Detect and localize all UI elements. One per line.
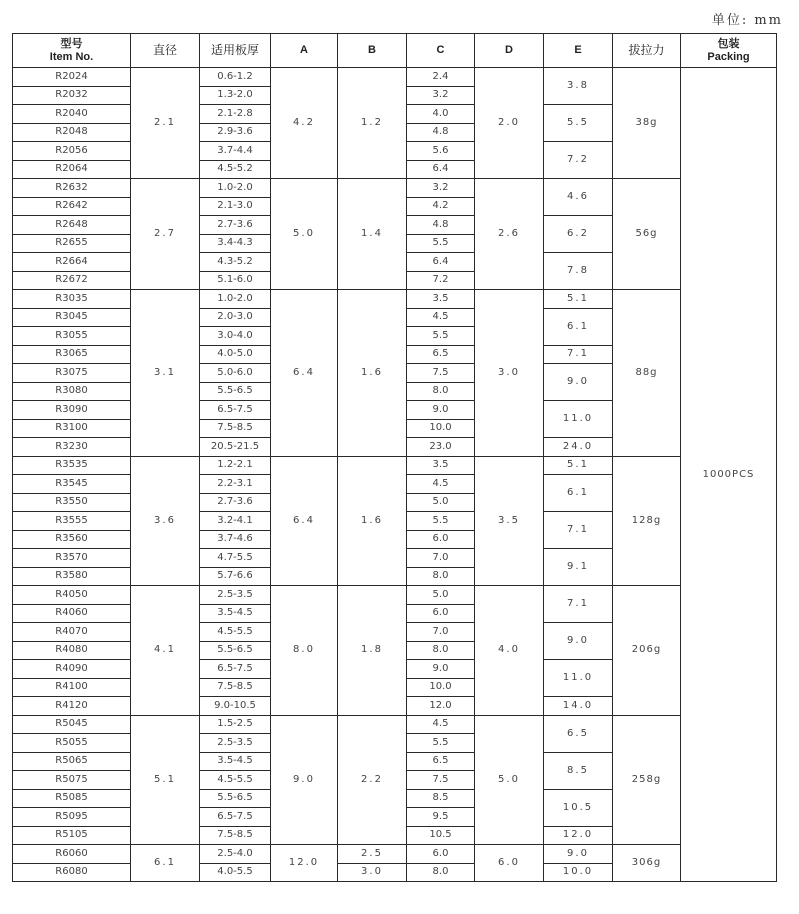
table-row (13, 68, 777, 87)
dim-c-cell: 4.0 (407, 105, 475, 124)
header-a: A (271, 34, 338, 68)
item-no-cell: R6080 (13, 863, 131, 882)
thickness-cell: 7.5-8.5 (200, 826, 271, 845)
item-no-cell: R3055 (13, 327, 131, 346)
thickness-cell: 2.0-3.0 (200, 308, 271, 327)
header-e: E (544, 34, 613, 68)
item-no-cell: R2655 (13, 234, 131, 253)
dim-c-cell: 8.0 (407, 567, 475, 586)
dim-e-cell: 12.0 (544, 826, 613, 845)
dim-e-cell: 5.5 (544, 105, 613, 142)
thickness-cell: 2.1-3.0 (200, 197, 271, 216)
dim-e-cell: 4.6 (544, 179, 613, 216)
thickness-cell: 3.0-4.0 (200, 327, 271, 346)
thickness-cell: 3.2-4.1 (200, 512, 271, 531)
item-no-cell: R2024 (13, 68, 131, 87)
item-no-cell: R2048 (13, 123, 131, 142)
pull-force-cell: 88g (613, 290, 681, 457)
dim-c-cell: 10.0 (407, 419, 475, 438)
dim-d-cell: 3.0 (475, 290, 544, 457)
thickness-cell: 1.0-2.0 (200, 179, 271, 198)
thickness-cell: 2.7-3.6 (200, 493, 271, 512)
dim-c-cell: 6.5 (407, 345, 475, 364)
thickness-cell: 3.5-4.5 (200, 752, 271, 771)
dim-e-cell: 5.1 (544, 290, 613, 309)
table-row (13, 290, 777, 309)
item-no-cell: R2056 (13, 142, 131, 161)
thickness-cell: 5.5-6.5 (200, 641, 271, 660)
header-row (13, 34, 777, 68)
item-no-cell: R3545 (13, 475, 131, 494)
unit-label: 单位: mm (711, 13, 783, 28)
header-b: B (338, 34, 407, 68)
dim-e-cell: 11.0 (544, 401, 613, 438)
dim-c-cell: 5.5 (407, 234, 475, 253)
dim-c-cell: 10.5 (407, 826, 475, 845)
thickness-cell: 9.0-10.5 (200, 697, 271, 716)
dim-e-cell: 7.8 (544, 253, 613, 290)
thickness-cell: 5.0-6.0 (200, 364, 271, 383)
dim-e-cell: 8.5 (544, 752, 613, 789)
item-no-cell: R5105 (13, 826, 131, 845)
dim-c-cell: 7.2 (407, 271, 475, 290)
dim-c-cell: 8.0 (407, 863, 475, 882)
item-no-cell: R3230 (13, 438, 131, 457)
dim-d-cell: 4.0 (475, 586, 544, 716)
dim-e-cell: 6.2 (544, 216, 613, 253)
item-no-cell: R2664 (13, 253, 131, 272)
thickness-cell: 7.5-8.5 (200, 419, 271, 438)
diameter-cell: 2.7 (131, 179, 200, 290)
dim-c-cell: 8.0 (407, 641, 475, 660)
diameter-cell: 5.1 (131, 715, 200, 845)
dim-a-cell: 6.4 (271, 456, 338, 586)
thickness-cell: 5.5-6.5 (200, 382, 271, 401)
item-no-cell: R2064 (13, 160, 131, 179)
dim-d-cell: 2.0 (475, 68, 544, 179)
pull-force-cell: 206g (613, 586, 681, 716)
thickness-cell: 6.5-7.5 (200, 660, 271, 679)
dim-c-cell: 4.8 (407, 123, 475, 142)
pull-force-cell: 258g (613, 715, 681, 845)
diameter-cell: 2.1 (131, 68, 200, 179)
dim-c-cell: 4.8 (407, 216, 475, 235)
thickness-cell: 0.6-1.2 (200, 68, 271, 87)
pull-force-cell: 38g (613, 68, 681, 179)
dim-e-cell: 9.1 (544, 549, 613, 586)
dim-c-cell: 7.0 (407, 549, 475, 568)
thickness-cell: 20.5-21.5 (200, 438, 271, 457)
dim-a-cell: 8.0 (271, 586, 338, 716)
dim-c-cell: 6.5 (407, 752, 475, 771)
dim-c-cell: 2.4 (407, 68, 475, 87)
thickness-cell: 5.7-6.6 (200, 567, 271, 586)
thickness-cell: 7.5-8.5 (200, 678, 271, 697)
item-no-cell: R5095 (13, 808, 131, 827)
dim-e-cell: 24.0 (544, 438, 613, 457)
header-item-cn: 型号 (60, 37, 83, 50)
dim-c-cell: 5.5 (407, 327, 475, 346)
dim-b-cell: 1.6 (338, 290, 407, 457)
item-no-cell: R3075 (13, 364, 131, 383)
header-item (13, 34, 131, 68)
header-d: D (475, 34, 544, 68)
dim-c-cell: 3.5 (407, 456, 475, 475)
pull-force-cell: 56g (613, 179, 681, 290)
thickness-cell: 4.5-5.5 (200, 623, 271, 642)
thickness-cell: 5.5-6.5 (200, 789, 271, 808)
header-thickness: 适用板厚 (200, 34, 271, 68)
thickness-cell: 6.5-7.5 (200, 808, 271, 827)
diameter-cell: 4.1 (131, 586, 200, 716)
header-packing (681, 34, 777, 68)
header-packing-cn: 包装 (717, 37, 740, 50)
dim-a-cell: 12.0 (271, 845, 338, 882)
table-row (13, 845, 777, 864)
dim-c-cell: 6.0 (407, 845, 475, 864)
thickness-cell: 2.5-3.5 (200, 734, 271, 753)
table-row (13, 715, 777, 734)
dim-e-cell: 10.5 (544, 789, 613, 826)
dim-d-cell: 3.5 (475, 456, 544, 586)
thickness-cell: 3.5-4.5 (200, 604, 271, 623)
item-no-cell: R4060 (13, 604, 131, 623)
thickness-cell: 6.5-7.5 (200, 401, 271, 420)
dim-c-cell: 9.0 (407, 401, 475, 420)
item-no-cell: R4070 (13, 623, 131, 642)
dim-d-cell: 2.6 (475, 179, 544, 290)
dim-e-cell: 5.1 (544, 456, 613, 475)
dim-d-cell: 6.0 (475, 845, 544, 882)
thickness-cell: 2.7-3.6 (200, 216, 271, 235)
dim-e-cell: 10.0 (544, 863, 613, 882)
thickness-cell: 1.3-2.0 (200, 86, 271, 105)
item-no-cell: R5045 (13, 715, 131, 734)
table-row (13, 586, 777, 605)
dim-b-cell: 1.4 (338, 179, 407, 290)
dim-c-cell: 3.2 (407, 179, 475, 198)
table-row (13, 456, 777, 475)
dim-c-cell: 7.0 (407, 623, 475, 642)
item-no-cell: R2642 (13, 197, 131, 216)
header-diameter: 直径 (131, 34, 200, 68)
thickness-cell: 4.5-5.2 (200, 160, 271, 179)
dim-e-cell: 6.5 (544, 715, 613, 752)
thickness-cell: 4.7-5.5 (200, 549, 271, 568)
dim-d-cell: 5.0 (475, 715, 544, 845)
dim-c-cell: 5.6 (407, 142, 475, 161)
item-no-cell: R3045 (13, 308, 131, 327)
thickness-cell: 4.5-5.5 (200, 771, 271, 790)
dim-e-cell: 7.1 (544, 512, 613, 549)
item-no-cell: R3560 (13, 530, 131, 549)
dim-b-cell: 2.2 (338, 715, 407, 845)
diameter-cell: 3.6 (131, 456, 200, 586)
item-no-cell: R3570 (13, 549, 131, 568)
item-no-cell: R4090 (13, 660, 131, 679)
dim-a-cell: 6.4 (271, 290, 338, 457)
dim-e-cell: 9.0 (544, 845, 613, 864)
header-packing-en: Packing (707, 50, 750, 63)
dim-c-cell: 3.5 (407, 290, 475, 309)
item-no-cell: R2032 (13, 86, 131, 105)
thickness-cell: 2.9-3.6 (200, 123, 271, 142)
dim-c-cell: 9.0 (407, 660, 475, 679)
dim-e-cell: 7.2 (544, 142, 613, 179)
dim-c-cell: 5.5 (407, 734, 475, 753)
item-no-cell: R3035 (13, 290, 131, 309)
dim-e-cell: 3.8 (544, 68, 613, 105)
dim-e-cell: 7.1 (544, 345, 613, 364)
thickness-cell: 5.1-6.0 (200, 271, 271, 290)
item-no-cell: R3080 (13, 382, 131, 401)
thickness-cell: 4.3-5.2 (200, 253, 271, 272)
item-no-cell: R4120 (13, 697, 131, 716)
thickness-cell: 1.5-2.5 (200, 715, 271, 734)
dim-c-cell: 9.5 (407, 808, 475, 827)
dim-b-cell: 2.5 (338, 845, 407, 864)
dim-e-cell: 6.1 (544, 475, 613, 512)
spec-table (12, 33, 777, 882)
thickness-cell: 3.7-4.6 (200, 530, 271, 549)
dim-b-cell: 3.0 (338, 863, 407, 882)
dim-c-cell: 5.0 (407, 493, 475, 512)
dim-c-cell: 5.5 (407, 512, 475, 531)
dim-b-cell: 1.8 (338, 586, 407, 716)
dim-c-cell: 4.2 (407, 197, 475, 216)
diameter-cell: 6.1 (131, 845, 200, 882)
dim-b-cell: 1.6 (338, 456, 407, 586)
dim-c-cell: 10.0 (407, 678, 475, 697)
thickness-cell: 1.0-2.0 (200, 290, 271, 309)
dim-e-cell: 9.0 (544, 623, 613, 660)
dim-c-cell: 23.0 (407, 438, 475, 457)
thickness-cell: 2.2-3.1 (200, 475, 271, 494)
dim-c-cell: 6.0 (407, 604, 475, 623)
header-item-en: Item No. (49, 50, 94, 63)
dim-a-cell: 9.0 (271, 715, 338, 845)
dim-c-cell: 6.4 (407, 160, 475, 179)
dim-c-cell: 7.5 (407, 364, 475, 383)
dim-c-cell: 8.0 (407, 382, 475, 401)
dim-c-cell: 4.5 (407, 475, 475, 494)
dim-b-cell: 1.2 (338, 68, 407, 179)
thickness-cell: 1.2-2.1 (200, 456, 271, 475)
pull-force-cell: 128g (613, 456, 681, 586)
item-no-cell: R3550 (13, 493, 131, 512)
item-no-cell: R2040 (13, 105, 131, 124)
dim-e-cell: 9.0 (544, 364, 613, 401)
item-no-cell: R5055 (13, 734, 131, 753)
dim-c-cell: 4.5 (407, 308, 475, 327)
thickness-cell: 3.7-4.4 (200, 142, 271, 161)
item-no-cell: R3535 (13, 456, 131, 475)
thickness-cell: 4.0-5.0 (200, 345, 271, 364)
packing-cell: 1000PCS (681, 68, 777, 882)
dim-e-cell: 6.1 (544, 308, 613, 345)
item-no-cell: R2632 (13, 179, 131, 198)
dim-c-cell: 7.5 (407, 771, 475, 790)
item-no-cell: R4100 (13, 678, 131, 697)
item-no-cell: R2648 (13, 216, 131, 235)
header-pull-force: 拔拉力 (613, 34, 681, 68)
item-no-cell: R6060 (13, 845, 131, 864)
item-no-cell: R2672 (13, 271, 131, 290)
item-no-cell: R3580 (13, 567, 131, 586)
item-no-cell: R3090 (13, 401, 131, 420)
dim-c-cell: 5.0 (407, 586, 475, 605)
dim-e-cell: 14.0 (544, 697, 613, 716)
dim-c-cell: 6.4 (407, 253, 475, 272)
dim-e-cell: 11.0 (544, 660, 613, 697)
dim-c-cell: 3.2 (407, 86, 475, 105)
dim-c-cell: 8.5 (407, 789, 475, 808)
dim-c-cell: 4.5 (407, 715, 475, 734)
spec-table-body (13, 68, 777, 882)
diameter-cell: 3.1 (131, 290, 200, 457)
thickness-cell: 2.5-3.5 (200, 586, 271, 605)
pull-force-cell: 306g (613, 845, 681, 882)
item-no-cell: R4080 (13, 641, 131, 660)
item-no-cell: R3555 (13, 512, 131, 531)
table-row (13, 179, 777, 198)
dim-c-cell: 12.0 (407, 697, 475, 716)
thickness-cell: 2.1-2.8 (200, 105, 271, 124)
item-no-cell: R4050 (13, 586, 131, 605)
item-no-cell: R3100 (13, 419, 131, 438)
thickness-cell: 2.5-4.0 (200, 845, 271, 864)
item-no-cell: R5065 (13, 752, 131, 771)
dim-a-cell: 4.2 (271, 68, 338, 179)
header-c: C (407, 34, 475, 68)
item-no-cell: R5075 (13, 771, 131, 790)
item-no-cell: R3065 (13, 345, 131, 364)
dim-e-cell: 7.1 (544, 586, 613, 623)
thickness-cell: 3.4-4.3 (200, 234, 271, 253)
item-no-cell: R5085 (13, 789, 131, 808)
dim-a-cell: 5.0 (271, 179, 338, 290)
dim-c-cell: 6.0 (407, 530, 475, 549)
thickness-cell: 4.0-5.5 (200, 863, 271, 882)
